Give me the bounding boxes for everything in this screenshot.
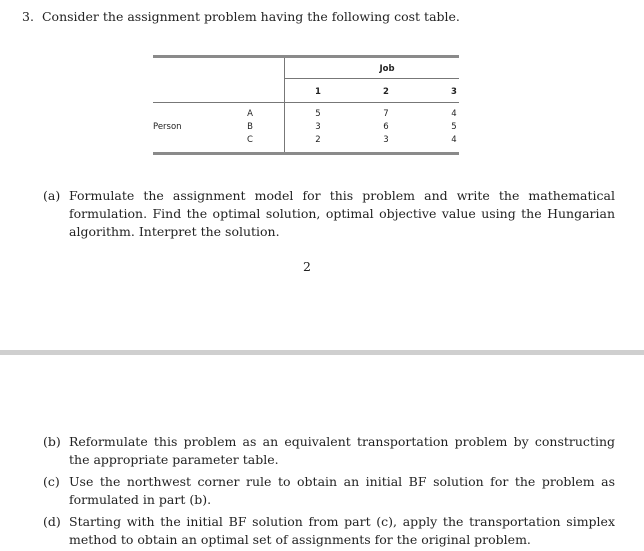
job-header: Job (379, 64, 395, 74)
cost-a-3: 4 (451, 109, 457, 119)
person-c: C (247, 135, 253, 145)
job-number-3: 3 (451, 87, 457, 97)
part-label: (b) (43, 434, 61, 449)
header-rule (153, 102, 459, 103)
job-number-1: 1 (315, 87, 321, 97)
cost-a-2: 7 (383, 109, 389, 119)
cost-b-2: 6 (383, 122, 389, 132)
part-a (43, 187, 615, 241)
cost-c-1: 2 (315, 135, 321, 145)
page-number: 2 (303, 259, 311, 274)
part-d (43, 513, 615, 549)
question-heading (22, 8, 460, 26)
table-divider (284, 58, 285, 152)
cost-table (153, 55, 459, 155)
cost-b-1: 3 (315, 122, 321, 132)
part-text: Formulate the assignment model for this problem and write the mathematical formulation. Find the optimal solution, optimal objective value using the Hungarian algorithm. Interpret the solution. (69, 188, 615, 239)
cost-a-1: 5 (315, 109, 321, 119)
cost-c-3: 4 (451, 135, 457, 145)
part-label: (d) (43, 514, 61, 529)
job-header-rule (284, 78, 459, 79)
part-text: Starting with the initial BF solution from part (c), apply the transportation simplex method to obtain an optimal set of assignments for the original problem. (69, 514, 615, 547)
job-number-2: 2 (383, 87, 389, 97)
table-bottom-rule (153, 152, 459, 155)
person-b: B (247, 122, 253, 132)
page-2 (0, 355, 644, 551)
part-text: Reformulate this problem as an equivalent transportation problem by constructing the appropriate parameter table. (69, 434, 615, 467)
part-label: (c) (43, 474, 60, 489)
cost-c-2: 3 (383, 135, 389, 145)
table-top-rule (153, 55, 459, 58)
cost-b-3: 5 (451, 122, 457, 132)
question-text: Consider the assignment problem having the following cost table. (41, 9, 460, 24)
person-a: A (247, 109, 253, 119)
part-text: Use the northwest corner rule to obtain an initial BF solution for the problem as formulated in part (b). (69, 474, 615, 507)
part-label: (a) (43, 188, 61, 203)
question-number: 3. (22, 9, 34, 24)
part-c (43, 473, 615, 509)
part-b (43, 433, 615, 469)
row-header: Person (153, 122, 182, 132)
